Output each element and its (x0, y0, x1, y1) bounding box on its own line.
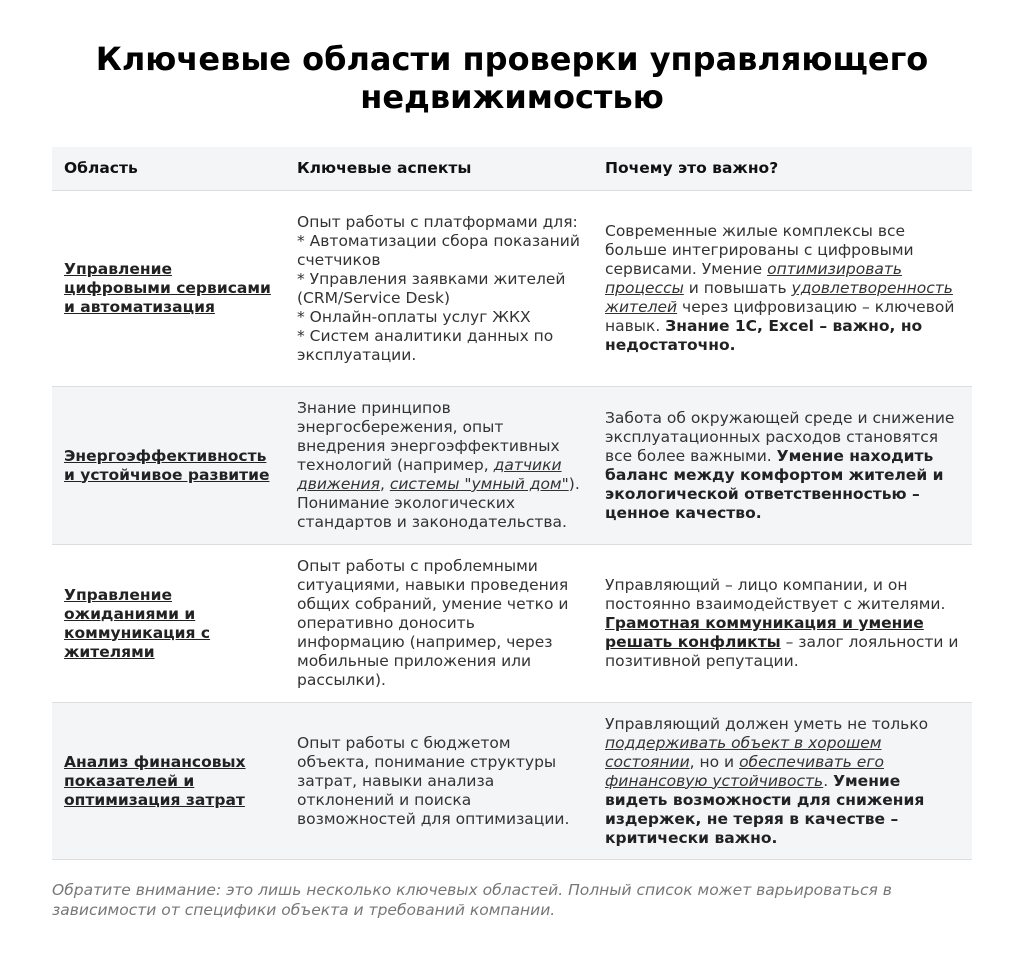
table-row (52, 191, 972, 387)
why-text: Управляющий – лицо компании, и он постоянно взаимодействует с жителями. (605, 576, 946, 613)
why-cell (593, 191, 972, 387)
table-row (52, 387, 972, 545)
emphasis-link[interactable]: оптимизировать процессы (605, 260, 903, 297)
why-text: Современные жилые комплексы все больше интегрированы с цифровыми сервисами. Умение (605, 222, 914, 278)
why-text: через цифровизацию – ключевой навык. (605, 298, 955, 335)
why-text: . (823, 771, 834, 790)
aspects-text: , (379, 475, 390, 493)
aspects-text: Знание принципов энергосбережения, опыт внедрения энергоэффективных технологий (например, (297, 399, 560, 474)
strong-link[interactable]: Грамотная коммуникация и умение решать конфликты (605, 614, 924, 651)
why-text: , но и (689, 752, 740, 771)
why-text: Управляющий должен уметь не только (605, 714, 929, 733)
why-strong-text: Знание 1С, Excel – важно, но недостаточно. (605, 317, 923, 354)
table-row (52, 545, 972, 703)
aspects-line: * Управления заявками жителей (CRM/Service Desk) (297, 269, 566, 307)
aspects-cell: Опыт работы с проблемными ситуациями, навыки проведения общих собраний, умение четко и оперативно доносить информацию (например, через мобильные приложения или рассылки). (285, 545, 593, 703)
column-header-area: Область (52, 147, 285, 191)
key-areas-table (52, 147, 972, 860)
emphasis-link[interactable]: обеспечивать его финансовую устойчивость (605, 752, 884, 790)
page-title: Ключевые области проверки управляющего недвижимостью (95, 40, 929, 116)
area-cell (52, 191, 285, 387)
why-text: – залог лояльности и позитивной репутации. (605, 633, 959, 670)
aspects-line: * Автоматизации сбора показаний счетчиков (297, 231, 580, 269)
column-header-aspects: Ключевые аспекты (285, 147, 593, 191)
area-cell (52, 387, 285, 545)
footnote: Обратите внимание: это лишь несколько ключевых областей. Полный список может варьироваться в зависимости от специфики объекта и требований компании. (52, 881, 892, 919)
area-cell (52, 545, 285, 703)
area-cell (52, 703, 285, 860)
emphasis-link[interactable]: поддерживать объект в хорошем состоянии (605, 733, 882, 771)
area-link-finance[interactable]: Анализ финансовых показателей и оптимизация затрат (64, 752, 246, 809)
area-link-communication[interactable]: Управление ожиданиями и коммуникация с жителями (64, 585, 211, 661)
aspects-line: * Онлайн-оплаты услуг ЖКХ (297, 307, 531, 326)
why-cell (593, 387, 972, 545)
why-text: Забота об окружающей среде и снижение эксплуатационных расходов становятся все более важными. (605, 408, 955, 465)
aspects-line: Опыт работы с платформами для: (297, 212, 578, 231)
emphasis-link[interactable]: датчики движения (297, 456, 562, 493)
why-text: и повышать (683, 279, 792, 297)
emphasis-link[interactable]: удовлетворенность жителей (605, 279, 953, 316)
why-strong-text: Умение находить баланс между комфортом жителей и экологической ответственностью – ценное качество. (605, 446, 944, 522)
why-cell (593, 703, 972, 860)
area-link-energy-efficiency[interactable]: Энергоэффективность и устойчивое развитие (64, 446, 270, 484)
why-strong-text: Умение видеть возможности для снижения издержек, не теряя в качестве – критически важно. (605, 771, 925, 847)
aspects-cell: Опыт работы с бюджетом объекта, понимание структуры затрат, навыки анализа отклонений и поиска возможностей для оптимизации. (285, 703, 593, 860)
table-header-row (52, 147, 972, 191)
aspects-cell (285, 387, 593, 545)
aspects-cell (285, 191, 593, 387)
aspects-line: * Систем аналитики данных по эксплуатации. (297, 326, 554, 364)
why-cell (593, 545, 972, 703)
emphasis-link[interactable]: системы "умный дом" (389, 475, 569, 493)
column-header-why: Почему это важно? (593, 147, 972, 191)
table-row (52, 703, 972, 860)
area-link-digital-services[interactable]: Управление цифровыми сервисами и автоматизация (64, 260, 271, 316)
aspects-text: ). Понимание экологических стандартов и законодательства. (297, 475, 580, 531)
